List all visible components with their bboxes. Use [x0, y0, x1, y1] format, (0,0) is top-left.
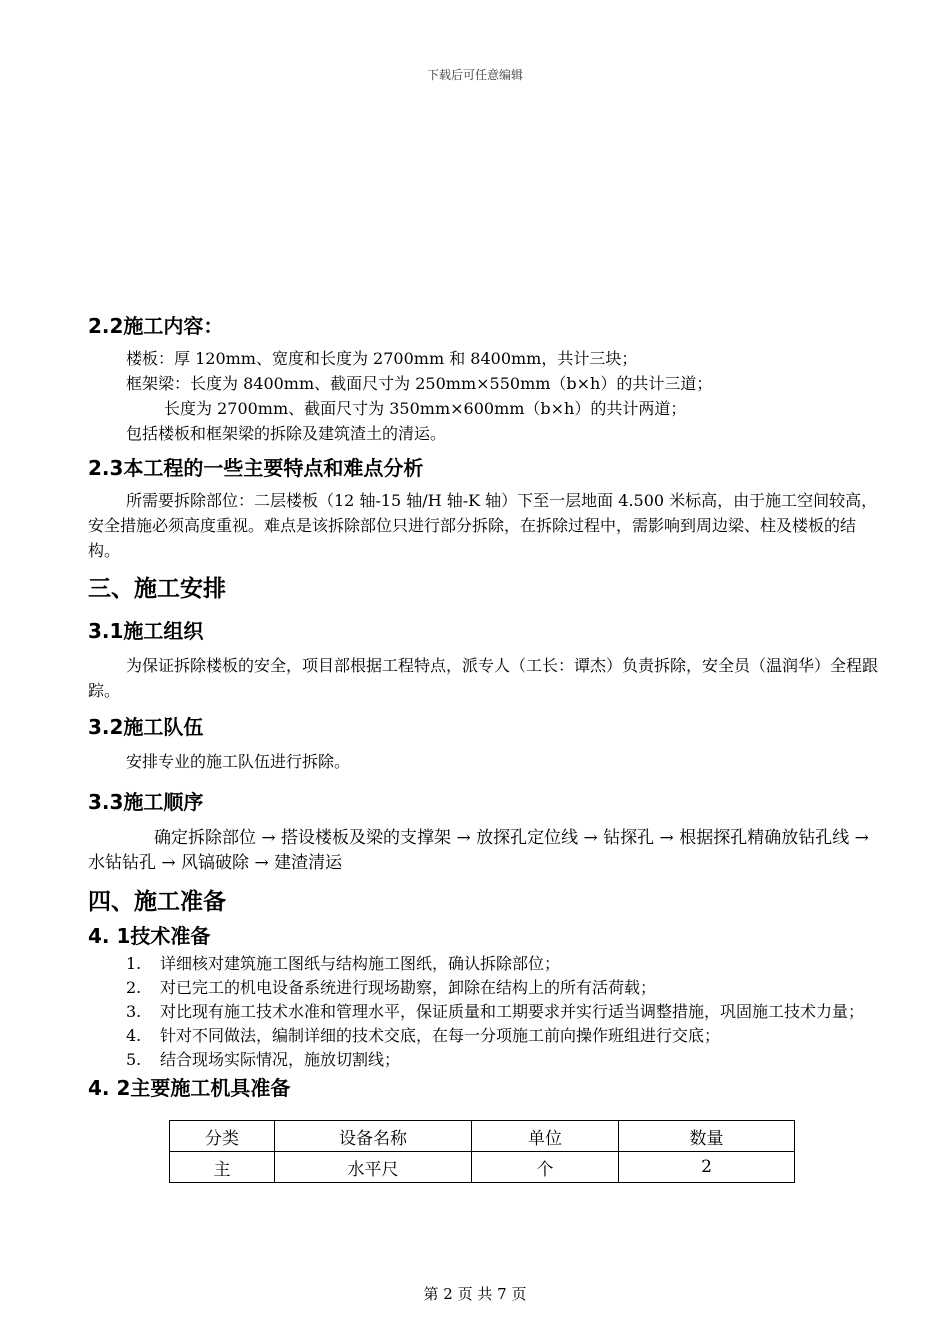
section-3-heading: 三、施工安排 [88, 576, 226, 602]
s32-paragraph: 安排专业的施工队伍进行拆除。 [126, 752, 351, 771]
section-3-1-heading: 3.1施工组织 [88, 619, 204, 643]
list-number: 3. [126, 1002, 142, 1021]
list-item [88, 1048, 878, 1072]
s22-line-2: 框架梁：长度为 8400mm、截面尺寸为 250mm×550mm（b×h）的共计三道； [126, 374, 713, 393]
table-cell: 水平尺 [275, 1152, 472, 1183]
s23-paragraph: 所需要拆除部位：二层楼板（12 轴-15 轴/H 轴-K 轴）下至一层地面 4.500 米标高，由于施工空间较高，安全措施必须高度重视。难点是该拆除部位只进行部分拆除，在拆除过程中，需影响到周边梁、柱及楼板的结构。 [88, 491, 878, 560]
table-header-cell: 单位 [472, 1121, 619, 1152]
s22-line-4: 包括楼板和框架梁的拆除及建筑渣土的清运。 [126, 424, 447, 443]
table-header-cell: 设备名称 [275, 1121, 472, 1152]
section-2-2-heading: 2.2施工内容： [88, 314, 224, 338]
list-number: 4. [126, 1026, 142, 1045]
list-number: 5. [126, 1050, 142, 1069]
list-number: 2. [126, 978, 142, 997]
section-3-3-heading: 3.3施工顺序 [88, 790, 204, 814]
list-text: 对比现有施工技术水准和管理水平，保证质量和工期要求并实行适当调整措施，巩固施工技术力量； [160, 1002, 865, 1021]
list-item [88, 952, 878, 976]
list-text: 对已完工的机电设备系统进行现场勘察，卸除在结构上的所有活荷载； [160, 978, 657, 997]
section-4-2-heading: 4. 2主要施工机具准备 [88, 1076, 291, 1100]
list-number: 1. [126, 954, 142, 973]
table-cell: 个 [472, 1152, 619, 1183]
equipment-table [169, 1120, 795, 1183]
table-cell: 2 [619, 1152, 795, 1183]
list-text: 结合现场实际情况，施放切割线； [160, 1050, 401, 1069]
table-row [170, 1152, 795, 1183]
list-item [88, 1000, 878, 1024]
list-text: 详细核对建筑施工图纸与结构施工图纸，确认拆除部位； [160, 954, 561, 973]
s33-paragraph: 确定拆除部位 → 搭设楼板及梁的支撑架 → 放探孔定位线 → 钻探孔 → 根据探孔精确放钻孔线 → 水钻钻孔 → 风镐破除 → 建渣清运 [88, 828, 869, 873]
s22-line-1: 楼板：厚 120mm、宽度和长度为 2700mm 和 8400mm，共计三块； [126, 349, 638, 368]
section-3-2-heading: 3.2施工队伍 [88, 715, 204, 739]
table-header-cell: 分类 [170, 1121, 275, 1152]
table-header-cell: 数量 [619, 1121, 795, 1152]
page-footer: 第 2 页 共 7 页 [423, 1285, 527, 1303]
page-header: 下载后可任意编辑 [426, 68, 523, 82]
document-body [88, 312, 878, 1183]
list-item [88, 1024, 878, 1048]
section-4-1-heading: 4. 1技术准备 [88, 924, 211, 948]
section-2-3-heading: 2.3本工程的一些主要特点和难点分析 [88, 456, 424, 480]
table-cell: 主 [170, 1152, 275, 1183]
s22-line-3: 长度为 2700mm、截面尺寸为 350mm×600mm（b×h）的共计两道； [164, 399, 687, 418]
tech-prep-list [88, 952, 878, 1072]
list-item [88, 976, 878, 1000]
list-text: 针对不同做法，编制详细的技术交底，在每一分项施工前向操作班组进行交底； [160, 1026, 721, 1045]
s31-paragraph: 为保证拆除楼板的安全，项目部根据工程特点，派专人（工长：谭杰）负责拆除，安全员（温润华）全程跟踪。 [88, 656, 879, 700]
table-header-row [170, 1121, 795, 1152]
section-4-heading: 四、施工准备 [88, 889, 226, 915]
